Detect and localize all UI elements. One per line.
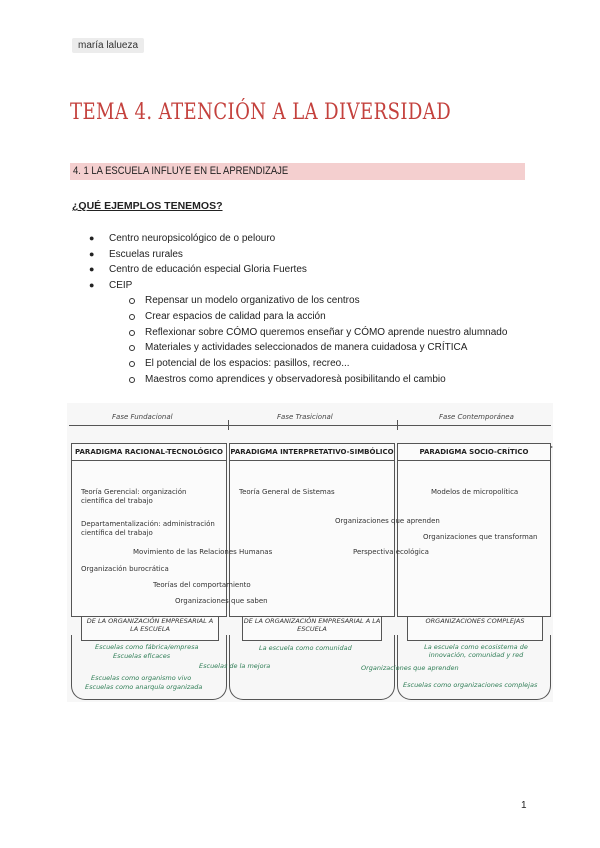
diagram-item: Organizaciones que saben [175,597,268,605]
list-item: Centro neuropsicológico de o pelouro [109,233,276,244]
bullet-dot: ● [89,233,95,243]
school-type: Escuelas de la mejora [199,662,271,670]
list-item: Centro de educación especial Gloria Fuertes [109,264,307,275]
paradigm-heading: PARADIGMA INTERPRETATIVO-SIMBÓLICO [230,444,394,461]
sub-bullet-circle [129,314,135,320]
org-label: DE LA ORGANIZACIÓN EMPRESARIAL A LA ESCUELA [243,617,381,633]
diagram-item: Organización burocrática [81,565,169,573]
sub-list-item: Materiales y actividades seleccionados de manera cuidadosa y CRÍTICA [145,342,468,353]
section-heading: 4. 1 LA ESCUELA INFLUYE EN EL APRENDIZAJE [73,165,289,177]
diagram-item: Organizaciones que aprenden [335,517,440,525]
diagram-item: Teoría General de Sistemas [239,488,335,496]
phase-label: Fase Fundacional [112,413,173,421]
timeline-tick [397,420,398,430]
diagram-item: Teorías del comportamiento [153,581,251,589]
page-title: TEMA 4. ATENCIÓN A LA DIVERSIDAD [70,100,452,125]
timeline-axis [69,425,551,426]
list-item: Escuelas rurales [109,249,183,260]
paradigm-box [229,443,395,617]
timeline-tick [228,420,229,430]
sub-list-item: Maestros como aprendices y observadoresà posibilitando el cambio [145,374,446,385]
section-heading-bar [70,163,525,180]
bullet-dot: ● [89,280,95,290]
bullet-dot: ● [89,249,95,259]
phase-label: Fase Contemporánea [439,413,514,421]
author-tag: maría lalueza [72,38,144,53]
sub-bullet-circle [129,330,135,336]
diagram-item: Teoría Gerencial: organización científica del trabajo [81,488,187,505]
phase-label: Fase Trasicional [277,413,333,421]
diagram-item: Organizaciones que transforman [423,533,538,541]
paradigm-box [397,443,551,617]
sub-list-item: El potencial de los espacios: pasillos, recreo... [145,358,350,369]
subheading: ¿QUÉ EJEMPLOS TENEMOS? [72,200,223,212]
school-type: Escuelas eficaces [113,652,171,660]
diagram-item: Departamentalización: administración científica del trabajo [81,520,215,537]
sub-bullet-circle [129,377,135,383]
org-label: DE LA ORGANIZACIÓN EMPRESARIAL A LA ESCUELA [86,617,214,633]
sub-bullet-circle [129,298,135,304]
sub-list-item: Crear espacios de calidad para la acción [145,311,326,322]
organizations-diagram [67,403,553,702]
list-item: CEIP [109,280,133,291]
school-type: Escuelas como anarquía organizada [85,683,203,691]
sub-list-item: Reflexionar sobre CÓMO queremos enseñar y CÓMO aprende nuestro alumnado [145,327,508,338]
school-type: La escuela como ecosistema de innovación, comunidad y red [424,643,528,659]
school-type: Escuelas como organismo vivo [91,674,192,682]
school-type: La escuela como comunidad [259,644,352,652]
school-type: Escuelas como fábrica/empresa [95,643,199,651]
school-type: Escuelas como organizaciones complejas [403,681,538,689]
paradigm-heading: PARADIGMA RACIONAL-TECNOLÓGICO [72,444,226,461]
sub-list-item: Repensar un modelo organizativo de los centros [145,295,360,306]
org-label: ORGANIZACIONES COMPLEJAS [425,617,525,625]
school-type: Organizaciones que aprenden [361,664,459,672]
sub-bullet-circle [129,361,135,367]
paradigm-heading: PARADIGMA SOCIO-CRÍTICO [398,444,550,461]
page-number: 1 [521,800,527,811]
sub-bullet-circle [129,345,135,351]
diagram-item: Movimiento de las Relaciones Humanas [133,548,273,556]
bullet-dot: ● [89,264,95,274]
diagram-item: Modelos de micropolítica [431,488,519,496]
diagram-item: Perspectiva ecológica [353,548,429,556]
